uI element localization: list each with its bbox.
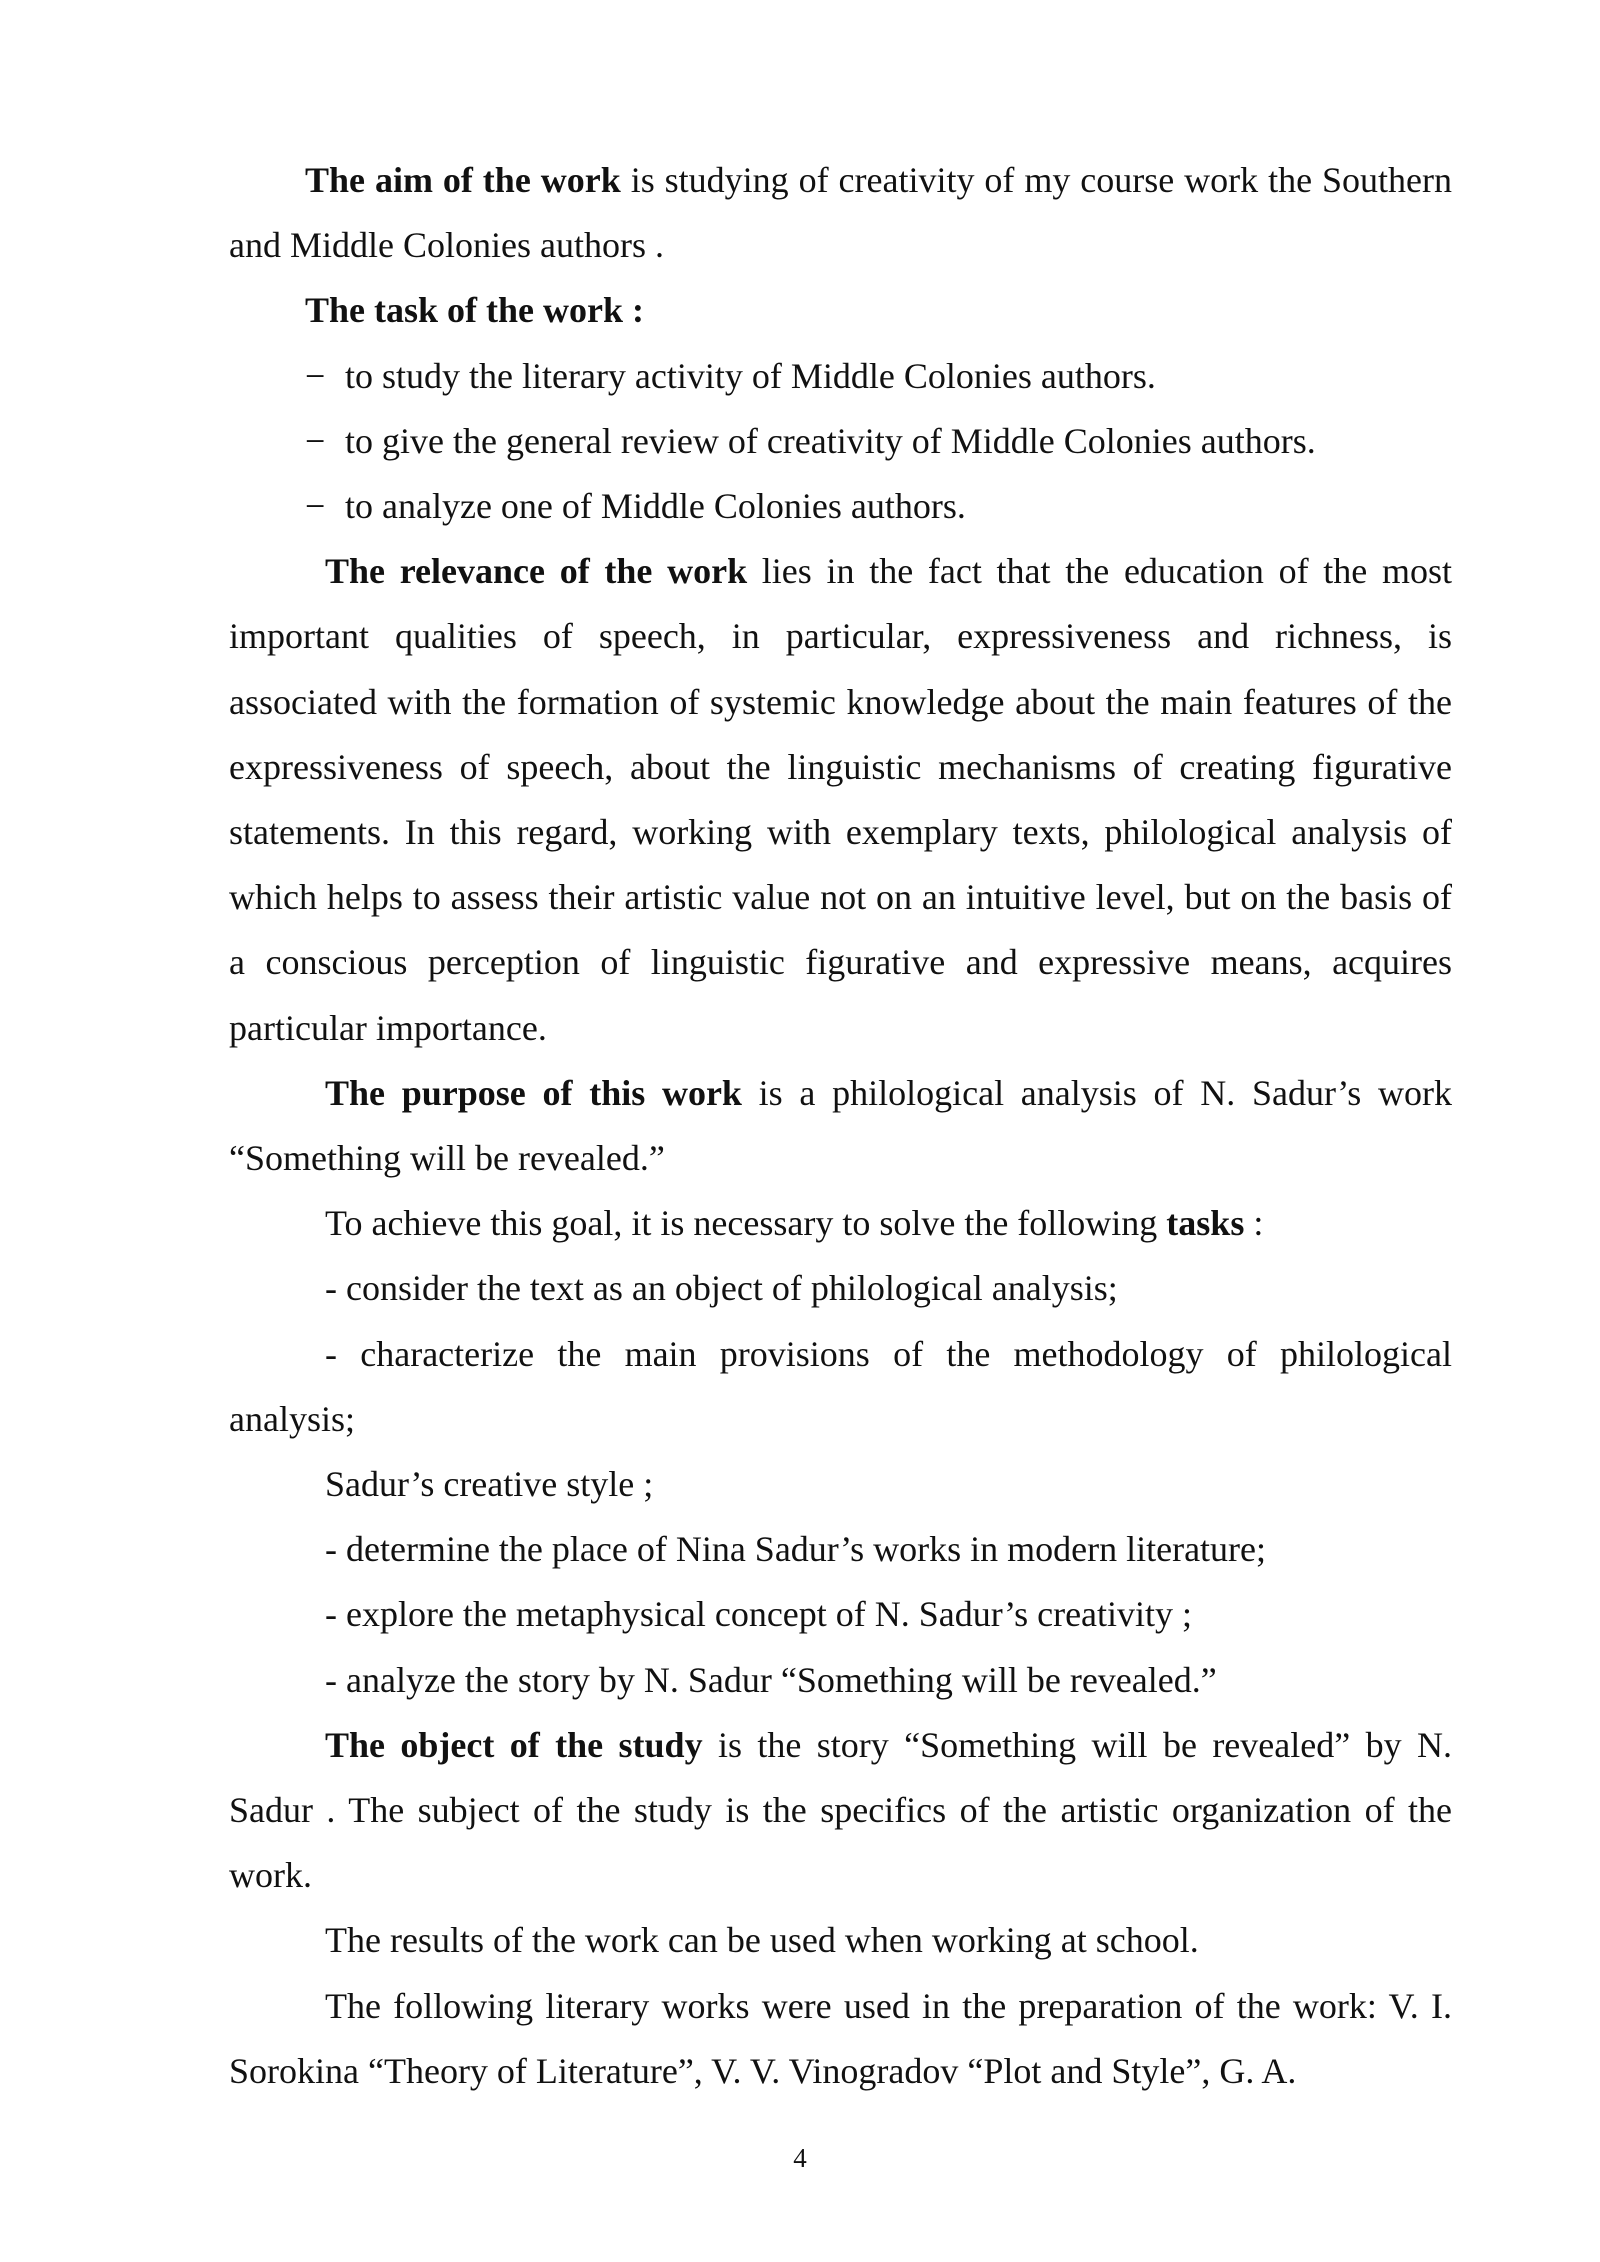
goal-tasks-label: tasks: [1166, 1203, 1245, 1244]
task-item-text: to give the general review of creativity of Middle Colonies authors.: [345, 420, 1316, 461]
purpose-text: is a philological analysis of N. Sadur’s work “Something will be revealed.”: [229, 1072, 1452, 1179]
results-paragraph: The results of the work can be used when working at school.: [325, 1920, 1199, 1961]
goal-text: To achieve this goal, it is necessary to solve the following: [325, 1203, 1167, 1244]
task-item-text: to analyze one of Middle Colonies authors.: [345, 486, 966, 527]
purpose-label: The purpose of this work: [325, 1072, 742, 1113]
aim-text: is studying of creativity of my course work the Southern and Middle Colonies authors .: [229, 160, 1452, 266]
goal-item: - explore the metaphysical concept of N. Sadur’s creativity ;: [325, 1594, 1193, 1635]
purpose-paragraph: [229, 1061, 1452, 1191]
dash-bullet: −: [305, 420, 326, 461]
goal-item: - analyze the story by N. Sadur “Something will be revealed.”: [325, 1659, 1217, 1700]
goal-item: - consider the text as an object of philological analysis;: [325, 1268, 1118, 1309]
relevance-paragraph: [229, 539, 1452, 1061]
object-label: The object of the study: [325, 1724, 703, 1765]
page-number: 4: [793, 2143, 807, 2173]
goal-item: Sadur’s creative style ;: [325, 1464, 654, 1505]
aim-paragraph: [229, 148, 1452, 278]
dash-bullet: −: [305, 355, 326, 396]
goal-paragraph: [229, 1191, 1452, 1256]
dash-bullet: −: [305, 486, 326, 527]
aim-label: The aim of the work: [305, 160, 621, 200]
goal-item: - determine the place of Nina Sadur’s works in modern literature;: [325, 1529, 1267, 1570]
goal-tail: :: [1244, 1203, 1264, 1244]
task-list-item: [229, 409, 1452, 474]
literature-paragraph: The following literary works were used in the preparation of the work: V. I. Sorokina “Theory of Literature”, V. V. Vinogradov “Plot and Style”, G. A.: [229, 1985, 1452, 2091]
task-list-item: [229, 344, 1452, 409]
relevance-label: The relevance of the work: [325, 551, 748, 592]
object-paragraph: [229, 1713, 1452, 1909]
task-item-text: to study the literary activity of Middle Colonies authors.: [345, 355, 1156, 396]
document-page: [229, 148, 1452, 2104]
object-text: is the story “Something will be revealed” by N. Sadur . The subject of the study is the specifics of the artistic organization of the work.: [229, 1724, 1452, 1896]
task-heading: The task of the work :: [305, 290, 644, 331]
task-list-item: [229, 474, 1452, 539]
relevance-text: lies in the fact that the education of the most important qualities of speech, in particular, expressiveness and richness, is associated with the formation of systemic knowledge about the main features of the expressiveness of speech, about the linguistic mechanisms of creating figurative statements. In this regard, working with exemplary texts, philological analysis of which helps to assess their artistic value not on an intuitive level, but on the basis of a conscious perception of linguistic figurative and expressive means, acquires particular importance.: [229, 551, 1452, 1048]
goal-item: - characterize the main provisions of the methodology of philological analysis;: [229, 1333, 1452, 1439]
